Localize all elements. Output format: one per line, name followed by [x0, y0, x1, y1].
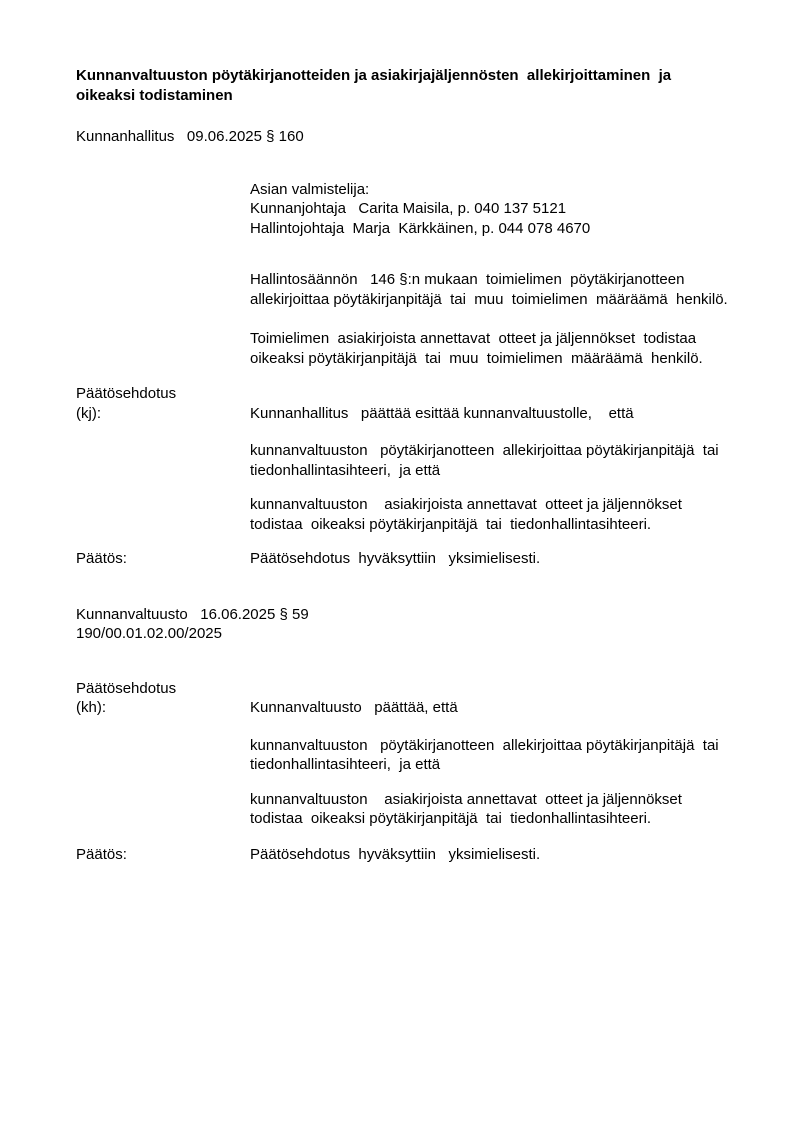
council-section-heading — [76, 605, 758, 644]
council-section-heading-line: 190/00.01.02.00/2025 — [76, 625, 222, 642]
case-preparer-block — [250, 180, 758, 239]
case-preparer-line: Kunnanjohtaja Carita Maisila, p. 040 137 5121 — [250, 200, 567, 217]
intro-paragraph-line: Hallintosäännön 146 §:n mukaan toimielimen pöytäkirjanotteen — [250, 271, 685, 288]
intro-paragraph-line: oikeaksi pöytäkirjanpitäjä tai muu toimielimen määräämä henkilö. — [250, 349, 703, 367]
board-decision-label: Päätös: — [76, 550, 127, 567]
proposal-text-line: Kunnanvaltuusto päättää, että — [250, 699, 458, 716]
intro-paragraph-line: allekirjoittaa pöytäkirjanpitäjä tai muu toimielimen määräämä henkilö. — [250, 290, 728, 308]
proposal-text-line: tiedonhallintasihteeri, ja että — [250, 756, 441, 773]
board-proposal-label-line: (kj): — [76, 404, 101, 422]
board-proposal-paragraph-3 — [250, 495, 758, 534]
council-proposal-paragraph-2 — [250, 736, 758, 775]
board-proposal-row — [76, 384, 758, 534]
board-proposal-paragraph-1 — [250, 404, 758, 424]
document-title-line: oikeaksi todistaminen — [76, 86, 233, 104]
council-decision-label: Päätös: — [76, 845, 127, 863]
council-proposal-label-line: Päätösehdotus — [76, 679, 177, 697]
board-decision-row — [76, 549, 758, 569]
council-section-heading-line: Kunnanvaltuusto 16.06.2025 § 59 — [76, 605, 309, 623]
council-decision-text: Päätösehdotus hyväksyttiin yksimielisesti. — [250, 845, 541, 863]
proposal-text-line: kunnanvaltuuston pöytäkirjanotteen allekirjoittaa pöytäkirjanpitäjä tai — [250, 736, 719, 754]
document-title-line: Kunnanvaltuuston pöytäkirjanotteiden ja asiakirjajäljennösten allekirjoittaminen ja — [76, 67, 672, 84]
board-decision-text: Päätösehdotus hyväksyttiin yksimielisesti. — [250, 550, 541, 567]
council-proposal-paragraph-3 — [250, 790, 758, 829]
council-decision-row — [76, 845, 758, 865]
proposal-text-line: tiedonhallintasihteeri, ja että — [250, 461, 441, 479]
council-proposal-label — [76, 679, 250, 718]
intro-paragraph-1 — [250, 270, 758, 309]
board-proposal-label — [76, 384, 250, 423]
proposal-text-line: Kunnanhallitus päättää esittää kunnanvaltuustolle, että — [250, 404, 634, 422]
board-proposal-paragraph-2 — [250, 441, 758, 480]
proposal-text-line: kunnanvaltuuston pöytäkirjanotteen allekirjoittaa pöytäkirjanpitäjä tai — [250, 442, 719, 459]
case-preparer-line: Asian valmistelija: — [250, 180, 370, 198]
proposal-text-line: todistaa oikeaksi pöytäkirjanpitäjä tai tiedonhallintasihteeri. — [250, 810, 652, 827]
intro-paragraph-2 — [250, 329, 758, 368]
document-title — [76, 66, 758, 105]
case-preparer-line: Hallintojohtaja Marja Kärkkäinen, p. 044 078 4670 — [250, 219, 591, 237]
council-proposal-row — [76, 679, 758, 829]
proposal-text-line: todistaa oikeaksi pöytäkirjanpitäjä tai tiedonhallintasihteeri. — [250, 515, 652, 533]
proposal-text-line: kunnanvaltuuston asiakirjoista annettavat otteet ja jäljennökset — [250, 790, 682, 808]
council-proposal-paragraph-1 — [250, 698, 758, 718]
proposal-text-line: kunnanvaltuuston asiakirjoista annettavat otteet ja jäljennökset — [250, 496, 682, 513]
board-section-heading: Kunnanhallitus 09.06.2025 § 160 — [76, 128, 304, 145]
intro-paragraph-line: Toimielimen asiakirjoista annettavat otteet ja jäljennökset todistaa — [250, 330, 697, 347]
council-proposal-label-line: (kh): — [76, 699, 106, 716]
board-proposal-label-line: Päätösehdotus — [76, 385, 177, 402]
council-proposal-body — [250, 679, 758, 829]
board-proposal-body — [250, 384, 758, 534]
